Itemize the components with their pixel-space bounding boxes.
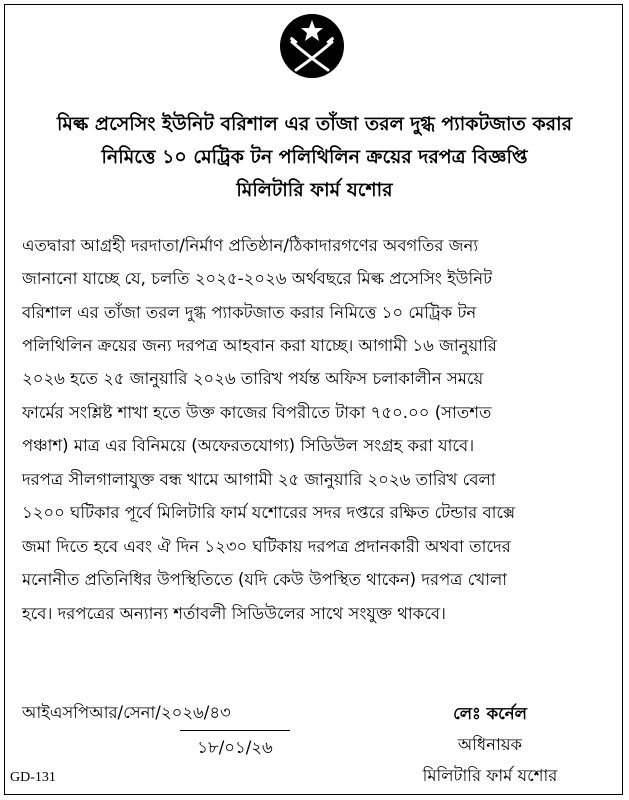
body-line: ফার্মের সংশ্লিষ্ট শাখা হতে উক্ত কাজের বিপরীতে টাকা ৭৫০.০০ (সাতশত [22, 403, 492, 422]
body-line: দরপত্র সীলগালাযুক্ত বন্ধ খামে আগামী ২৫ জানুয়ারি ২০২৬ তারিখ বেলা [22, 470, 496, 489]
body-line: পঞ্চাশ) মাত্র এর বিনিময়ে (অফেরতযোগ্য) সিডিউল সংগ্রহ করা যাবে। [22, 436, 475, 455]
body-line: ১২০০ ঘটিকার পূর্বে মিলিটারি ফার্ম যশোরের সদর দপ্তরে রক্ষিত টেন্ডার বাক্সে [22, 503, 516, 522]
army-emblem-icon [278, 12, 346, 80]
body-line: জমা দিতে হবে এবং ঐ দিন ১২৩০ ঘটিকায় দরপত্র প্রদানকারী অথবা তাদের [22, 537, 511, 556]
body-line: বরিশাল এর তাঁজা তরল দুগ্ধ প্যাকটজাত করার নিমিত্তে ১০ মেট্রিক টন [22, 303, 477, 322]
body-line: জানানো যাচ্ছে যে, চলতি ২০২৫-২০২৬ অর্থবছরে মিল্ক প্রসেসিং ইউনিট [22, 269, 493, 288]
issue-date: ১৮/০১/২৬ [180, 730, 290, 762]
body-line: পলিথিলিন ক্রয়ের জন্য দরপত্র আহবান করা যাচ্ছে। আগামী ১৬ জানুয়ারি [22, 336, 497, 355]
signatory-office: মিলিটারি ফার্ম যশোর [422, 766, 558, 785]
gd-number: GD-131 [10, 770, 56, 785]
title-line-1: মিল্ক প্রসেসিং ইউনিট বরিশাল এর তাঁজা তরল দুগ্ধ প্যাকটজাত করার [56, 113, 573, 135]
title-line-3: মিলিটারি ফার্ম যশোর [236, 179, 393, 201]
signatory-title: অধিনায়ক [457, 735, 523, 754]
signatory-rank: লেঃ কর্নেল [453, 704, 527, 723]
body-line: হবে। দরপত্রের অন্যান্য শর্তাবলী সিডিউলের সাথে সংযুক্ত থাকবে। [22, 604, 446, 623]
signature-block [380, 698, 600, 791]
title-line-2: নিমিত্তে ১০ মেট্রিক টন পলিথিলিন ক্রয়ের দরপত্র বিজ্ঞপ্তি [101, 146, 528, 168]
body-line: ২০২৬ হতে ২৫ জানুয়ারি ২০২৬ তারিখ পর্যন্ত অফিস চলাকালীন সময়ে [22, 369, 484, 388]
body-line: এতদ্বারা আগ্রহী দরদাতা/নির্মাণ প্রতিষ্ঠান/ঠিকাদারগণের অবগতির জন্য [22, 236, 479, 255]
body-line: মনোনীত প্রতিনিধির উপস্থিতিতে (যদি কেউ উপস্থিত থাকেন) দরপত্র খোলা [22, 570, 508, 589]
reference-number: আইএসপিআর/সেনা/২০২৬/৪৩ [22, 703, 231, 722]
